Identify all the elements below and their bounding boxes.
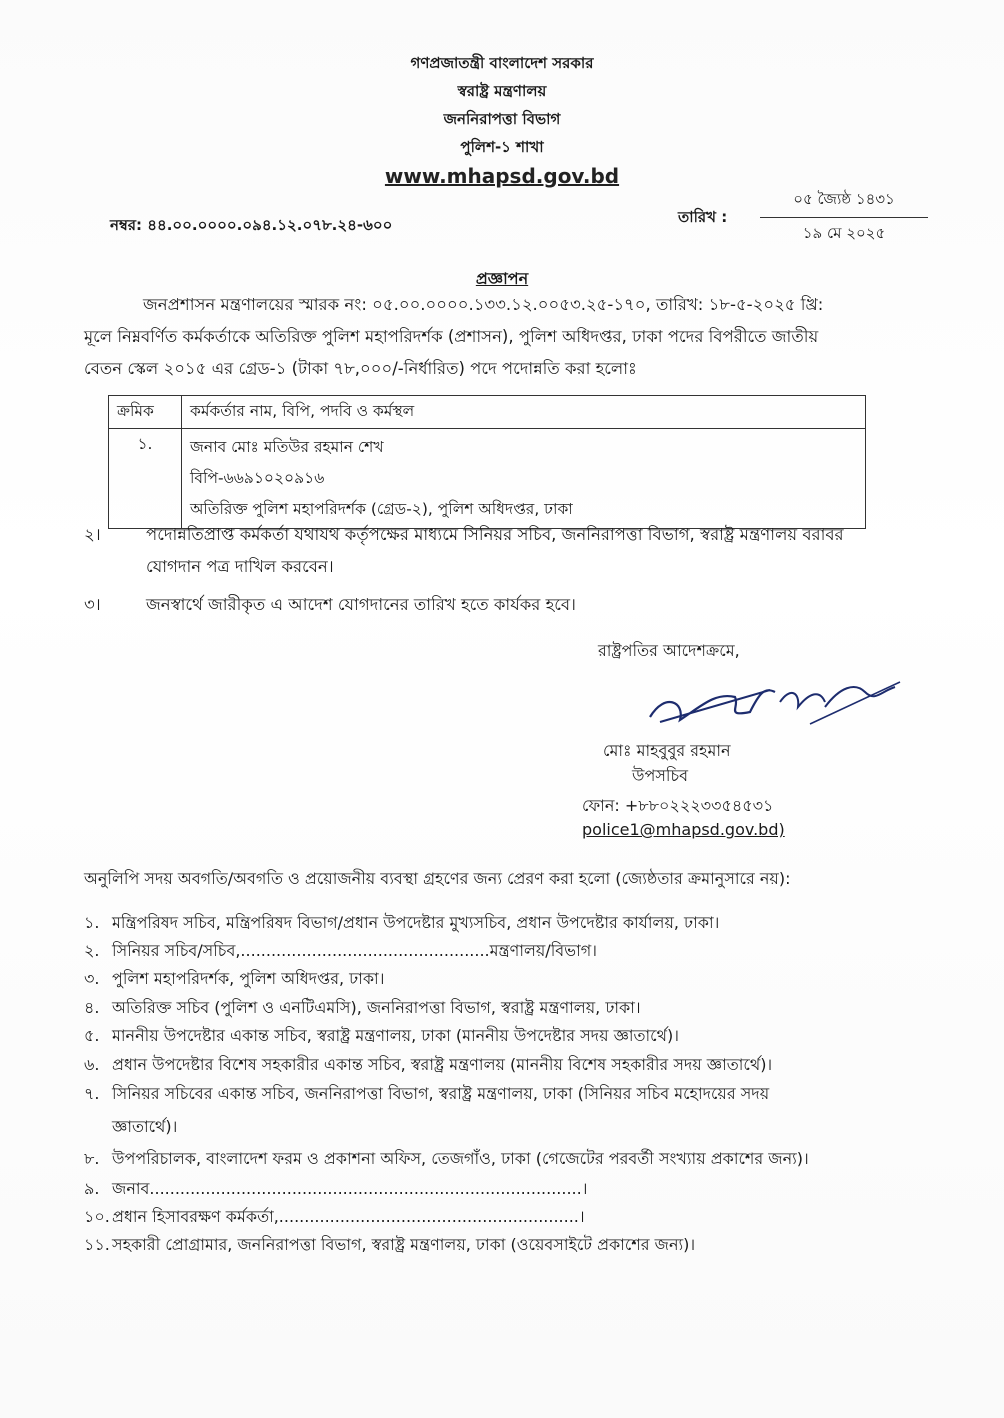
cc-item-number: ১০. (84, 1207, 110, 1226)
officer-cell (182, 429, 866, 529)
list-item (84, 1232, 695, 1259)
col-serial-header: ক্রমিক (109, 396, 182, 429)
cc-item-text: প্রধান উপদেষ্টার বিশেষ সহকারীর একান্ত সচিব, স্বরাষ্ট্র মন্ত্রণালয় (মাননীয় বিশেষ সহকারীর সদয় জ্ঞাতার্থে)। (112, 1055, 773, 1074)
list-item (84, 1146, 809, 1173)
president-order: রাষ্ট্রপতির আদেশক্রমে, (598, 641, 740, 660)
list-item (84, 1023, 679, 1050)
cc-item-number: ৪. (84, 998, 100, 1017)
para-2-line-1: পদোন্নতিপ্রাপ্ত কর্মকর্তা যথাযথ কর্তৃপক্ষের মাধ্যমে সিনিয়র সচিব, জননিরাপত্তা বিভাগ, স্বরাষ্ট্র মন্ত্রণালয় বরাবর (146, 525, 844, 544)
list-item (84, 1176, 587, 1203)
cc-item-number: ৯. (84, 1179, 100, 1198)
cc-item-number: ৫. (84, 1026, 100, 1045)
cc-heading: অনুলিপি সদয় অবগতি/অবগতি ও প্রয়োজনীয় ব্যবস্থা গ্রহণের জন্য প্রেরণ করা হলো (জ্যেষ্ঠতার ক্রমানুসারে নয়): (84, 869, 791, 888)
officer-table (108, 395, 866, 529)
cc-item-number: ২. (84, 941, 100, 960)
date-english: ১৯ মে ২০২৫ (802, 224, 886, 242)
cc-item-text: পুলিশ মহাপরিদর্শক, পুলিশ অধিদপ্তর, ঢাকা। (112, 969, 385, 988)
signatory-designation: উপসচিব (632, 766, 689, 785)
intro-line-2: মূলে নিম্নবর্ণিত কর্মকর্তাকে অতিরিক্ত পুলিশ মহাপরিদর্শক (প্রশাসন), পুলিশ অধিদপ্তর, ঢাকা পদের বিপরীতে জাতীয় (84, 327, 819, 346)
date-divider (760, 217, 928, 218)
cc-item-text: উপপরিচালক, বাংলাদেশ ফরম ও প্রকাশনা অফিস, তেজগাঁও, ঢাকা (গেজেটের পরবর্তী সংখ্যায় প্রকাশের জন্য)। (112, 1149, 809, 1168)
list-item (84, 910, 719, 937)
cc-item-number: ৮. (84, 1149, 100, 1168)
cc-item-text: মন্ত্রিপরিষদ সচিব, মন্ত্রিপরিষদ বিভাগ/প্রধান উপদেষ্টার মুখ্যসচিব, প্রধান উপদেষ্টার কার্যালয়, ঢাকা। (112, 913, 720, 932)
table-row (109, 429, 866, 529)
officer-bp: বিপি-৬৬৯১০২০৯১৬ (190, 469, 325, 487)
list-item-continued (112, 1114, 177, 1141)
cc-item-text: প্রধান হিসাবরক্ষণ কর্মকর্তা,...........................................................। (112, 1207, 585, 1226)
signatory-email[interactable]: police1@mhapsd.gov.bd) (582, 820, 785, 839)
website-link[interactable]: www.mhapsd.gov.bd (384, 164, 620, 188)
cc-item-number: ৩. (84, 969, 100, 988)
cc-item-text: জনাব.....................................................................................। (112, 1179, 588, 1198)
table-header-row (109, 396, 866, 429)
signatory-phone: ফোন: +৮৮০২২২৩৩৫৪৫৩১ (582, 796, 774, 815)
cc-item-number: ৭. (84, 1084, 100, 1103)
col-officer-header: কর্মকর্তার নাম, বিপি, পদবি ও কর্মস্থল (182, 396, 866, 429)
branch-heading: পুলিশ-১ শাখা (460, 138, 544, 156)
signature-scribble (640, 662, 910, 747)
list-item (84, 1081, 769, 1108)
list-item (84, 938, 597, 965)
serial-cell: ১. (109, 429, 182, 529)
memo-number: নম্বর: ৪৪.০০.০০০০.০৯৪.১২.০৭৮.২৪-৬০০ (110, 216, 393, 234)
cc-item-text: সিনিয়র সচিবের একান্ত সচিব, জননিরাপত্তা বিভাগ, স্বরাষ্ট্র মন্ত্রণালয়, ঢাকা (সিনিয়র সচিব মহোদয়ের সদয় (112, 1084, 770, 1103)
cc-item-text: সহকারী প্রোগ্রামার, জননিরাপত্তা বিভাগ, স্বরাষ্ট্র মন্ত্রণালয়, ঢাকা (ওয়েবসাইটে প্রকাশের জন্য)। (112, 1235, 696, 1254)
intro-line-3: বেতন স্কেল ২০১৫ এর গ্রেড-১ (টাকা ৭৮,০০০/-নির্ধারিত) পদে পদোন্নতি করা হলোঃ (84, 359, 637, 378)
document-title: প্রজ্ঞাপন (475, 269, 529, 288)
list-item (84, 1052, 772, 1079)
signatory-name: মোঃ মাহবুবুর রহমান (603, 741, 731, 760)
list-item (84, 995, 641, 1022)
officer-post: অতিরিক্ত পুলিশ মহাপরিদর্শক (গ্রেড-২), পুলিশ অধিদপ্তর, ঢাকা (190, 500, 573, 518)
cc-item-number: ১১. (84, 1235, 110, 1254)
cc-item-number: ১. (84, 913, 100, 932)
cc-item-text: জ্ঞাতার্থে)। (112, 1117, 178, 1136)
officer-name: জনাব মোঃ মতিউর রহমান শেখ (190, 438, 384, 456)
division-heading: জননিরাপত্তা বিভাগ (443, 110, 561, 128)
cc-item-text: সিনিয়র সচিব/সচিব,.................................................মন্ত্রণালয়/বিভাগ। (112, 941, 597, 960)
ministry-heading: স্বরাষ্ট্র মন্ত্রণালয় (457, 82, 547, 100)
para-3-line-1: জনস্বার্থে জারীকৃত এ আদেশ যোগদানের তারিখ হতে কার্যকর হবে। (146, 595, 576, 614)
para-2-number: ২। (84, 525, 101, 544)
cc-item-text: অতিরিক্ত সচিব (পুলিশ ও এনটিএমসি), জননিরাপত্তা বিভাগ, স্বরাষ্ট্র মন্ত্রণালয়, ঢাকা। (112, 998, 641, 1017)
cc-item-text: মাননীয় উপদেষ্টার একান্ত সচিব, স্বরাষ্ট্র মন্ত্রণালয়, ঢাকা (মাননীয় উপদেষ্টার সদয় জ্ঞাতার্থে)। (112, 1026, 679, 1045)
date-block (760, 188, 928, 247)
intro-line-1: জনপ্রশাসন মন্ত্রণালয়ের স্মারক নং: ০৫.০০.০০০০.১৩৩.১২.০০৫৩.২৫-১৭০, তারিখ: ১৮-৫-২০২৫ খ্রি: (143, 295, 824, 314)
para-3-number: ৩। (84, 595, 101, 614)
date-label: তারিখ : (678, 208, 728, 226)
cc-item-number: ৬. (84, 1055, 100, 1074)
list-item (84, 966, 384, 993)
list-item (84, 1204, 585, 1231)
para-2-line-2: যোগদান পত্র দাখিল করবেন। (146, 557, 334, 576)
gov-heading: গণপ্রজাতন্ত্রী বাংলাদেশ সরকার (410, 54, 594, 72)
date-bangla: ০৫ জ্যৈষ্ঠ ১৪৩১ (793, 190, 895, 208)
